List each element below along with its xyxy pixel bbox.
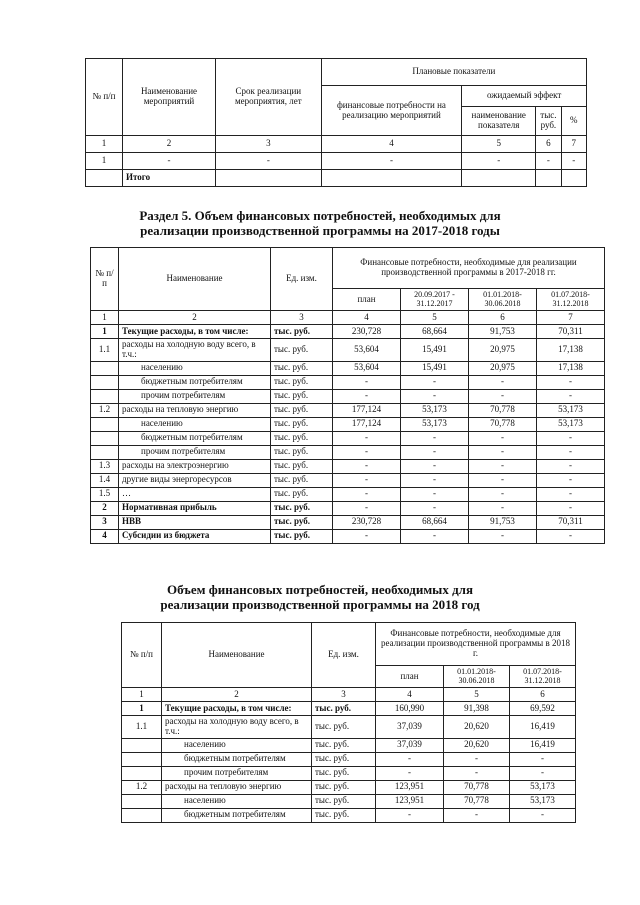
financial-needs-2017-2018-table [90,247,605,544]
row-number: 1 [122,702,162,716]
row-value: - [333,389,401,403]
row-value: 37,039 [376,738,444,752]
row-unit: тыс. руб. [271,375,333,389]
row-value: - [333,445,401,459]
total-label: Итого [122,170,215,187]
table-row [91,487,605,501]
table-row [122,688,576,702]
row-number: 1.4 [91,473,119,487]
row-value: - [510,766,576,780]
row-value: 20,620 [444,738,510,752]
row-value: - [333,501,401,515]
table-cell: - [561,153,586,170]
row-unit: тыс. руб. [271,473,333,487]
row-value: 20,620 [444,716,510,739]
table-row [91,515,605,529]
row-value: - [469,501,537,515]
row-value: 53,604 [333,339,401,362]
row-number [91,361,119,375]
row-number [122,738,162,752]
row-unit: тыс. руб. [312,702,376,716]
row-name: расходы на холодную воду всего, в т.ч.: [162,716,312,739]
row-number [91,417,119,431]
row-unit: тыс. руб. [271,445,333,459]
row-number [91,389,119,403]
row-value: 20,975 [469,339,537,362]
table-row [91,389,605,403]
row-number [122,766,162,780]
table-row [91,325,605,339]
financial-needs-2018-table [121,622,576,823]
row-unit: тыс. руб. [271,459,333,473]
row-value: - [537,487,605,501]
col-header-unit: Ед. изм. [271,248,333,311]
row-value: 70,778 [444,794,510,808]
row-value: 68,664 [401,325,469,339]
table-row [122,752,576,766]
table-cell: - [122,153,215,170]
row-value: 70,311 [537,515,605,529]
row-value: 70,311 [537,325,605,339]
table-row [122,766,576,780]
col-header-num: № п/п [122,623,162,688]
row-value: 53,173 [510,780,576,794]
row-name: населению [119,417,271,431]
col-header-pct: % [561,107,586,136]
table-row [91,431,605,445]
row-value: 91,753 [469,325,537,339]
col-header-indicator: наименование показателя [462,107,536,136]
row-value: 69,592 [510,702,576,716]
table-row [122,702,576,716]
row-name: бюджетным потребителям [162,752,312,766]
col-header-period-2: 01.01.2018-30.06.2018 [469,289,537,311]
table-cell [536,170,561,187]
table-row [91,375,605,389]
table-cell [561,170,586,187]
col-header-plan: план [333,289,401,311]
table-cell: - [536,153,561,170]
table-row [122,716,576,739]
row-name: Текущие расходы, в том числе: [119,325,271,339]
row-value: 70,778 [444,780,510,794]
row-value: 17,138 [537,361,605,375]
row-unit: тыс. руб. [312,752,376,766]
row-unit: тыс. руб. [271,431,333,445]
row-number [122,808,162,822]
col-header-name: Наименование мероприятий [122,59,215,136]
table-cell: 6 [510,688,576,702]
row-name: расходы на тепловую энергию [162,780,312,794]
row-number: 1 [91,325,119,339]
row-name: другие виды энергоресурсов [119,473,271,487]
row-value: - [333,473,401,487]
section-5-title: Раздел 5. Объем финансовых потребностей, необходимых для реализации производственной программы на 2017-2018 годы [139,208,501,238]
col-header-plan: план [376,666,444,688]
table-cell: 6 [469,311,537,325]
row-value: - [376,808,444,822]
row-unit: тыс. руб. [271,501,333,515]
row-value: 177,124 [333,417,401,431]
row-name: бюджетным потребителям [119,375,271,389]
table-cell: 2 [162,688,312,702]
col-header-num: № п/п [86,59,123,136]
col-header-effect: ожидаемый эффект [462,86,587,107]
row-value: - [376,752,444,766]
row-name: … [119,487,271,501]
table-cell: 4 [376,688,444,702]
table-cell: 2 [119,311,271,325]
row-value: - [510,808,576,822]
row-value: - [333,431,401,445]
row-unit: тыс. руб. [271,325,333,339]
row-value: 16,419 [510,716,576,739]
row-unit: тыс. руб. [271,339,333,362]
col-header-name: Наименование [119,248,271,311]
col-header-term: Срок реализации мероприятия, лет [215,59,321,136]
row-value: - [401,529,469,543]
row-value: 160,990 [376,702,444,716]
col-header-fin: финансовые потребности на реализацию мероприятий [321,86,462,136]
row-value: - [469,473,537,487]
row-name: бюджетным потребителям [119,431,271,445]
row-value: - [537,445,605,459]
row-number: 2 [91,501,119,515]
col-header-fin: Финансовые потребности, необходимые для реализации производственной программы в 2018 г. [376,623,576,666]
row-number: 1.3 [91,459,119,473]
row-value: - [537,473,605,487]
col-header-rub: тыс. руб. [536,107,561,136]
row-value: - [469,459,537,473]
row-name: прочим потребителям [119,389,271,403]
row-value: - [401,375,469,389]
row-value: - [401,431,469,445]
col-header-num: № п/п [91,248,119,311]
row-value: - [537,375,605,389]
table-cell: - [215,153,321,170]
row-value: - [469,487,537,501]
row-value: 230,728 [333,325,401,339]
col-header-name: Наименование [162,623,312,688]
row-unit: тыс. руб. [312,716,376,739]
col-header-period-1: 01.01.2018-30.06.2018 [444,666,510,688]
row-name: расходы на тепловую энергию [119,403,271,417]
row-value: - [401,473,469,487]
row-name: населению [162,794,312,808]
table-row [122,808,576,822]
row-number: 4 [91,529,119,543]
row-value: 20,975 [469,361,537,375]
table-cell: 7 [561,136,586,153]
table-row [91,417,605,431]
row-value: - [376,766,444,780]
row-unit: тыс. руб. [312,766,376,780]
row-unit: тыс. руб. [271,417,333,431]
row-value: - [401,389,469,403]
row-value: - [444,752,510,766]
col-header-period-2: 01.07.2018-31.12.2018 [510,666,576,688]
table-cell: 1 [122,688,162,702]
planned-measures-table [85,58,587,187]
table-row [86,136,587,153]
row-value: - [401,487,469,501]
row-value: 53,173 [510,794,576,808]
row-value: - [537,459,605,473]
row-value: - [333,375,401,389]
row-value: 53,173 [401,403,469,417]
table-row [122,794,576,808]
table-cell: 5 [444,688,510,702]
row-value: 70,778 [469,403,537,417]
row-name: Текущие расходы, в том числе: [162,702,312,716]
table-row [122,780,576,794]
col-header-unit: Ед. изм. [312,623,376,688]
row-unit: тыс. руб. [271,389,333,403]
table-cell: 6 [536,136,561,153]
table-cell: 1 [86,153,123,170]
table-row-total [86,170,587,187]
row-number: 3 [91,515,119,529]
row-value: 53,604 [333,361,401,375]
row-value: 17,138 [537,339,605,362]
row-unit: тыс. руб. [271,361,333,375]
row-value: 230,728 [333,515,401,529]
row-value: - [401,445,469,459]
row-name: бюджетным потребителям [162,808,312,822]
table-cell: 4 [321,136,462,153]
row-name: Нормативная прибыль [119,501,271,515]
row-value: - [444,808,510,822]
row-name: населению [162,738,312,752]
row-value: - [537,501,605,515]
table-cell: 3 [312,688,376,702]
row-name: населению [119,361,271,375]
row-value: 37,039 [376,716,444,739]
table-cell: 4 [333,311,401,325]
row-value: - [333,459,401,473]
row-value: - [469,389,537,403]
row-name: расходы на холодную воду всего, в т.ч.: [119,339,271,362]
table-cell: - [321,153,462,170]
row-value: - [401,459,469,473]
row-number: 1.1 [122,716,162,739]
table-row [91,339,605,362]
row-value: 123,951 [376,794,444,808]
row-value: 91,753 [469,515,537,529]
row-name: прочим потребителям [162,766,312,780]
row-unit: тыс. руб. [271,487,333,501]
row-name: расходы на электроэнергию [119,459,271,473]
row-unit: тыс. руб. [271,403,333,417]
row-number [91,431,119,445]
row-number [91,375,119,389]
table-cell [462,170,536,187]
col-header-period-1: 20.09.2017 - 31.12.2017 [401,289,469,311]
table-row [91,501,605,515]
row-name: прочим потребителям [119,445,271,459]
table-cell [321,170,462,187]
row-value: - [537,389,605,403]
table-row [91,459,605,473]
row-unit: тыс. руб. [312,780,376,794]
row-value: - [444,766,510,780]
row-unit: тыс. руб. [271,529,333,543]
row-value: - [469,431,537,445]
row-value: - [537,431,605,445]
table-cell [86,170,123,187]
row-value: - [469,375,537,389]
row-number: 1.2 [91,403,119,417]
row-value: - [537,529,605,543]
table-cell: 1 [91,311,119,325]
row-value: 91,398 [444,702,510,716]
row-number: 1.5 [91,487,119,501]
table-cell: 1 [86,136,123,153]
row-value: 15,491 [401,361,469,375]
row-value: - [510,752,576,766]
row-value: - [401,501,469,515]
row-number [122,794,162,808]
table-row [91,361,605,375]
row-value: 177,124 [333,403,401,417]
section-2018-title: Объем финансовых потребностей, необходимых для реализации производственной программы на 2018 год [160,582,480,612]
col-header-period-3: 01.07.2018-31.12.2018 [537,289,605,311]
table-row [91,311,605,325]
row-value: 53,173 [537,417,605,431]
row-number: 1.2 [122,780,162,794]
table-row [91,473,605,487]
row-value: 70,778 [469,417,537,431]
row-value: 53,173 [537,403,605,417]
table-cell: 7 [537,311,605,325]
row-value: 16,419 [510,738,576,752]
row-value: 68,664 [401,515,469,529]
table-row [122,738,576,752]
table-row [86,153,587,170]
table-cell: 5 [462,136,536,153]
row-value: - [333,487,401,501]
row-number: 1.1 [91,339,119,362]
row-value: - [469,445,537,459]
row-value: - [333,529,401,543]
row-value: 123,951 [376,780,444,794]
table-row [91,403,605,417]
row-value: 15,491 [401,339,469,362]
row-number [91,445,119,459]
table-cell: 3 [215,136,321,153]
row-unit: тыс. руб. [312,808,376,822]
col-header-fin: Финансовые потребности, необходимые для реализации производственной программы в 2017-2018 гг. [333,248,605,289]
row-name: НВВ [119,515,271,529]
table-cell [215,170,321,187]
row-unit: тыс. руб. [312,738,376,752]
table-row [91,529,605,543]
table-cell: 2 [122,136,215,153]
row-name: Субсидии из бюджета [119,529,271,543]
table-cell: - [462,153,536,170]
col-header-planned: Плановые показатели [321,59,586,86]
row-number [122,752,162,766]
row-unit: тыс. руб. [271,515,333,529]
table-cell: 3 [271,311,333,325]
row-value: 53,173 [401,417,469,431]
table-cell: 5 [401,311,469,325]
row-unit: тыс. руб. [312,794,376,808]
row-value: - [469,529,537,543]
table-row [91,445,605,459]
